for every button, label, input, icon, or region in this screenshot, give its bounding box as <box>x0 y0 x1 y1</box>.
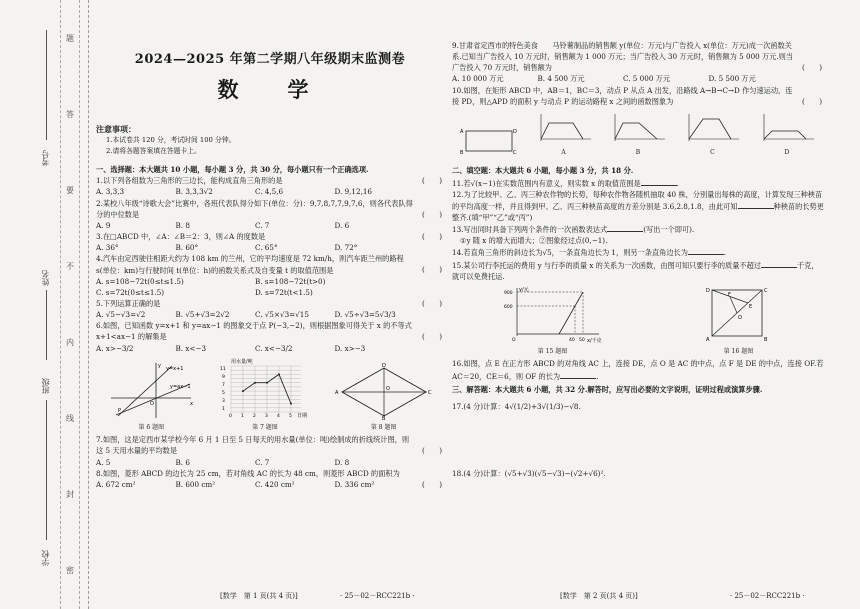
figure-15 <box>503 286 603 356</box>
option: B. 600 cm² <box>175 479 216 489</box>
cost-line <box>559 292 583 334</box>
note-item: 2.请将各题答案填在答题卡上。 <box>106 146 201 155</box>
option: D. 72° <box>334 243 358 253</box>
option: A. √5−√3=√2 <box>96 310 146 320</box>
option: B. s=108−72t(t>0) <box>255 276 326 286</box>
footer-left-code: · 25－02－RCC221b · <box>340 592 415 600</box>
option: B. 8 <box>175 220 190 230</box>
question-10 <box>452 85 824 158</box>
figure-6 <box>106 360 196 432</box>
question-stem: 15.某公司行李托运的费用 y 与行李的质量 x 的关系为一次函数，由图可知只要行李的质量不超过 <box>452 260 761 270</box>
answer-paren: ( ) <box>422 232 442 242</box>
answer-blank <box>560 370 596 379</box>
answer-blank <box>641 177 677 186</box>
seal-char: 封 <box>66 490 74 500</box>
x-tick: 5 <box>288 413 292 419</box>
figure-16 <box>704 286 774 356</box>
seal-char: 题 <box>66 33 74 43</box>
x-axis-label: 日期 <box>296 412 307 419</box>
y-label: y/元 <box>518 286 529 293</box>
option: C. x<−3/2 <box>255 343 293 353</box>
question-stem: 14.若直角三角形的斜边长为√5，一条直角边长为 1，则另一条直角边长为 <box>452 248 688 258</box>
question-17: 17.(4 分)计算：4√(1/2)+3√(1/3)−√8. <box>452 401 581 411</box>
section1-heading: 一、选择题：本大题共 10 小题，每小题 3 分，共 30 分，每小题只有一个正确选项. <box>96 165 369 175</box>
question-4 <box>96 253 444 298</box>
question-stem: 6.如图，已知函数 y=x+1 和 y=ax−1 的图象交于点 P(−3,−2)，则根据图象可得关于 x 的不等式 x+1<ax−1 的解集是 <box>96 321 412 342</box>
option: D. 8 <box>334 457 350 467</box>
exam-title: 2024—2025 年第二学期八年级期末监测卷 <box>134 52 406 67</box>
binding-label-school: 学校 <box>41 550 50 566</box>
option: D. 336 cm² <box>334 479 375 489</box>
option: A. 10 000 万元 <box>452 74 504 84</box>
option: B. 60° <box>175 243 199 253</box>
figure-8 <box>334 362 434 432</box>
answer-paren: ( ) <box>422 299 442 309</box>
answer-paren: ( ) <box>802 63 822 72</box>
vertex-d: D <box>381 362 386 369</box>
question-18: 18.(4 分)计算：(√5+√3)(√5−√3)−(√2+√6)². <box>452 469 606 479</box>
question-stem: 8.如图，菱形 ABCD 的边长为 25 cm，若对角线 AC 的长为 48 cm，则菱形 ABCD 的面积为 <box>96 468 400 478</box>
figure-7 <box>217 358 313 432</box>
option: D. s=72t(t<1.5) <box>255 287 313 297</box>
option: C. 65° <box>255 243 278 253</box>
answer-blank <box>607 223 643 232</box>
option-label: C <box>710 149 715 157</box>
vertex-d: D <box>513 129 518 136</box>
question-12 <box>452 189 824 223</box>
question-15 <box>452 259 824 282</box>
question-stem: 千克，就可以免费托运. <box>452 260 819 281</box>
question-stem: 5.下列运算正确的是 <box>96 299 161 309</box>
binding-label-exam-no: 考号 <box>41 150 50 166</box>
seal-char: 内 <box>66 338 74 348</box>
option: B. 6 <box>175 457 190 467</box>
answer-blank <box>738 200 774 209</box>
option: C. √5×√3=√15 <box>255 310 309 320</box>
answer-paren: ( ) <box>422 176 442 186</box>
x-tick-50: 50 <box>578 337 585 343</box>
question-16: 16.如图，点 E 在正方形 ABCD 的对角线 AC 上，连接 DE，点 O 是 AC 的中点，点 F 是 DE 的中点，连接 OF.若 AC＝20，CE＝6，则 OF 的长为 . <box>452 359 824 381</box>
figure-8-rhombus <box>334 362 434 420</box>
option: A. 3,3,3 <box>96 187 125 197</box>
question-8 <box>96 468 444 490</box>
option: C. 420 cm² <box>255 479 295 489</box>
question-stem: 2.某校八年级“诗歌大会”比赛中，各班代表队得分如下(单位：分)：9,7,8,7,7,9,7,6，则各代表队得分的中位数是 <box>96 198 413 219</box>
option: C. 7 <box>255 457 270 467</box>
question-1 <box>96 175 444 197</box>
figure-caption: 第 7 题图 <box>252 423 278 431</box>
point-e: E <box>748 303 752 310</box>
question-13-conditions: ①y 随 x 的增大而增大；②图象经过点(0,−1). <box>460 236 608 246</box>
q10-option-d <box>758 111 816 157</box>
option-graph <box>683 111 741 145</box>
label-origin: O <box>150 400 155 407</box>
y-tick: 1 <box>221 406 225 412</box>
binding-label-name: 姓名 <box>41 270 50 286</box>
option: B. 3,3,3√2 <box>175 187 213 197</box>
figure-caption: 第 6 题图 <box>138 423 165 431</box>
question-stem: 4.汽车由定西驶往相距大约为 108 km 的兰州，它的平均速度是 72 km/h，则汽车距兰州的路程 s(单位：km)与行驶时间 t(单位：h)的函数关系式及自变量 t 的取值范围是 <box>96 254 404 275</box>
answer-paren: ( ) <box>422 479 442 489</box>
answer-paren: ( ) <box>422 446 442 456</box>
option: C. 5 000 万元 <box>623 74 671 84</box>
question-stem: 16.如图，点 E 在正方形 ABCD 的对角线 AC 上，连接 DE，点 O 是 AC 的中点，点 F 是 DE 的中点，连接 OF.若 AC＝20，CE＝6，则 OF 的长为 <box>452 359 824 381</box>
q10-figures <box>452 111 824 157</box>
question-stem: 12.为了比较甲、乙、丙三种农作物的长势，每种农作物各随机抽取 40 株，分别量出每株的高度，计算发现三种秧苗的平均高度一样，并且得到甲、乙、丙三种秧苗高度的方差分别是 3.6,2.8,1.8，由此可知 <box>452 189 823 211</box>
x-tick: 1 <box>240 413 244 419</box>
question-7 <box>96 434 444 467</box>
option: A. 672 cm² <box>96 479 136 489</box>
footer-right-page: [数学 第 2 页(共 4 页)] <box>560 592 638 600</box>
origin: O <box>511 337 516 343</box>
q10-option-c <box>683 111 741 157</box>
segment-of <box>730 297 737 313</box>
vertex-b: B <box>763 336 767 343</box>
figure-7-chart <box>217 358 313 420</box>
binding-label-class: 班级 <box>41 378 50 394</box>
question-stem: 13.写出同时具备下列两个条件的一次函数表达式 <box>452 225 608 235</box>
x-tick: 4 <box>276 413 280 419</box>
question-6 <box>96 320 444 353</box>
binding-line <box>46 400 47 540</box>
question-13 <box>452 223 824 235</box>
label-y: y <box>158 362 162 369</box>
option: D. 9,12,16 <box>334 187 373 197</box>
seal-char: 线 <box>66 414 74 424</box>
x-tick: 2 <box>252 413 256 419</box>
option-label: B <box>635 149 641 157</box>
question-2 <box>96 198 444 231</box>
figure-caption: 第 15 题图 <box>537 348 568 356</box>
section2-heading: 二、填空题：本大题共 6 小题，每小题 3 分，共 18 分. <box>452 166 634 176</box>
rectangle-abcd <box>466 131 512 151</box>
vertex-a: A <box>460 129 464 136</box>
answer-paren: ( ) <box>422 332 442 342</box>
seal-char: 不 <box>66 261 74 271</box>
option: D. √5÷√3=5√3/3 <box>334 310 396 320</box>
option-graph <box>535 111 593 145</box>
point-o: O <box>737 314 742 321</box>
x-label: x/千克 <box>586 337 602 344</box>
figure-caption: 第 16 题图 <box>723 348 754 356</box>
seal-char: 答 <box>66 109 74 119</box>
question-3 <box>96 231 444 253</box>
option: B. x<−3 <box>175 343 207 353</box>
question-stem: 3.在□ABCD 中，∠A：∠B＝2：3，则∠A 的度数是 <box>96 232 266 242</box>
notes-heading: 注意事项： <box>96 123 136 134</box>
question-stem: 10.如图，在矩形 ABCD 中，AB＝1，BC＝3，动点 P 从点 A 出发，沿路线 A→B→C→D 作匀速运动，连接 PD，则△APD 的面积 y 与动点 P 的运动路程 x 之间的函数图象为 <box>452 85 793 106</box>
option: D. 6 <box>334 220 350 230</box>
left-page <box>96 40 444 490</box>
right-page <box>452 40 824 479</box>
y-tick: 3 <box>221 398 225 404</box>
vertex-c: C <box>513 150 517 157</box>
y-tick: 11 <box>219 366 226 372</box>
label-line2: y=ax−1 <box>170 383 191 390</box>
answer-paren: ( ) <box>802 96 822 106</box>
option: A. s=108−72t(0≤t≤1.5) <box>96 276 184 286</box>
center-o: O <box>385 385 390 392</box>
label-x: x <box>190 400 194 407</box>
seal-line <box>60 0 80 609</box>
line-y-x-plus-1 <box>118 366 172 416</box>
y-tick: 5 <box>221 390 225 396</box>
figure-16-square <box>704 286 774 344</box>
vertex-a: A <box>334 389 339 396</box>
question-9 <box>452 40 824 85</box>
q10-option-a <box>535 111 593 157</box>
y-tick-600: 600 <box>503 304 513 310</box>
point-f: F <box>727 291 731 298</box>
y-tick: 7 <box>221 382 225 388</box>
question-stem: 9.甘肃省定西市的特色美食 马铃薯制品的销售额 y(单位：万元)与广告投入 x(单位：万元)成一次函数关系.已知当广告投入 10 万元时，销售额为 1 000 万元；当广告投入 30 万元时，销售额为 5 000 万元.则当广告投入 70 万元时，销售额为 <box>452 41 794 73</box>
question-stem: 7.如图，这是定西市某学校今年 6 月 1 日至 5 日每天的用水量(单位：吨)绘制成的折线统计图，则这 5 天用水量的平均数是 <box>96 435 410 456</box>
vertex-b: B <box>381 415 386 420</box>
question-stem: 种秧苗的长势更整齐.(填“甲”“乙”或“丙”) <box>452 201 824 223</box>
figure-caption: 第 8 题图 <box>370 423 397 431</box>
answer-blank <box>761 259 797 268</box>
question-14: 14.若直角三角形的斜边长为√5，一条直角边长为 1，则另一条直角边长为 . <box>452 248 727 258</box>
option: A. 36° <box>96 243 119 253</box>
option: A. 9 <box>96 220 111 230</box>
y-axis-label: 用水量/吨 <box>230 358 253 365</box>
question-stem: 11.若√(x−1)在实数范围内有意义，则实数 x 的取值范围是 <box>452 178 641 188</box>
answer-blank <box>688 246 724 255</box>
option: B. √5+√3=2√2 <box>175 310 230 320</box>
vertex-c: C <box>427 389 432 396</box>
option: B. 4 500 万元 <box>537 74 585 84</box>
exam-subject: 数 学 <box>217 77 323 103</box>
option-label: A <box>561 149 566 157</box>
option: D. 5 500 万元 <box>708 74 756 84</box>
vertex-b: B <box>460 150 464 157</box>
x-tick: 3 <box>264 413 268 419</box>
question-5 <box>96 298 444 320</box>
label-line1: y=x+1 <box>166 365 184 372</box>
chart-grid <box>231 366 301 412</box>
x-tick-40: 40 <box>568 337 575 343</box>
option: D. x>−3 <box>334 343 366 353</box>
binding-line <box>46 290 47 360</box>
option: C. 4,5,6 <box>255 187 284 197</box>
question-stem: (写出一个即可). <box>643 225 695 235</box>
option-label: D <box>784 149 790 157</box>
note-item: 1.本试卷共 120 分，考试时间 100 分钟。 <box>106 136 236 145</box>
vertex-d: D <box>705 287 710 294</box>
vertex-c: C <box>763 287 767 294</box>
y-tick: 9 <box>221 374 225 380</box>
figure-15-graph <box>503 286 603 344</box>
question-stem: 1.以下列各组数为三角形的三边长，能构成直角三角形的是 <box>96 176 283 186</box>
option: C. s=72t(0≤t≤1.5) <box>96 287 165 297</box>
seal-char: 密 <box>66 566 74 576</box>
figures-row-2 <box>452 286 824 356</box>
footer-left-page: [数学 第 1 页(共 4 页)] <box>220 592 298 600</box>
answer-paren: ( ) <box>422 265 442 275</box>
y-tick-900: 900 <box>503 290 513 296</box>
answer-paren: ( ) <box>422 209 442 219</box>
option-graph <box>758 111 816 145</box>
q10-rectangle-figure <box>460 123 518 157</box>
section3-heading: 三、解答题：本大题共 6 小题，共 32 分.解答时，应写出必要的文字说明，证明过程或演算步骤. <box>452 384 763 394</box>
x-tick: 0 <box>228 413 232 419</box>
footer-right-code: · 25－02－RCC221b · <box>730 592 805 600</box>
figure-6-graph <box>106 360 196 420</box>
label-p: P <box>118 407 122 414</box>
figures-row-1 <box>96 358 444 432</box>
option: C. 7 <box>255 220 270 230</box>
option-graph <box>609 111 667 145</box>
q10-option-b <box>609 111 667 157</box>
option: A. x>−3/2 <box>96 343 134 353</box>
option: A. 5 <box>96 457 111 467</box>
seal-char: 要 <box>66 185 74 195</box>
question-11: 11.若√(x−1)在实数范围内有意义，则实数 x 的取值范围是 . <box>452 178 679 188</box>
binding-line <box>46 30 47 140</box>
vertex-a: A <box>705 336 709 343</box>
